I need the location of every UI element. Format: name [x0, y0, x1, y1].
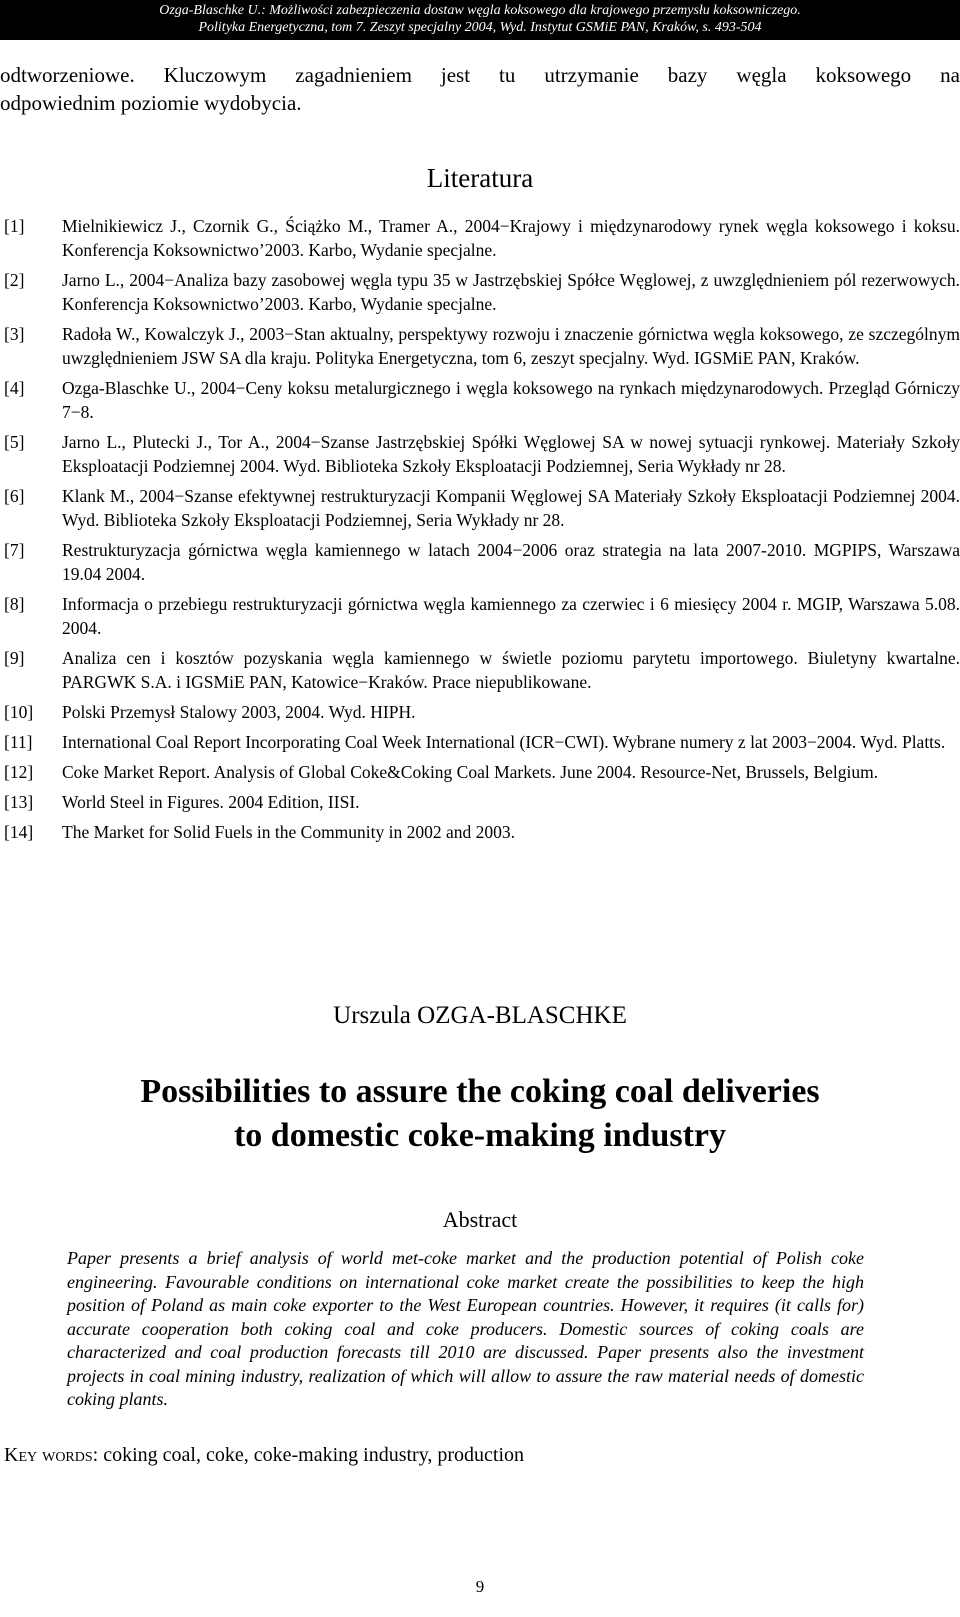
keywords-label: Key words: [4, 1444, 99, 1466]
page-number: 9 [475, 1577, 485, 1596]
reference-text: Coke Market Report. Analysis of Global Coke&Coking Coal Markets. June 2004. Resource-Net, Brussels, Belgium. [62, 762, 879, 782]
paper-title-line-2: to domestic coke-making industry [233, 1117, 727, 1154]
paper-title-line-1: Possibilities to assure the coking coal deliveries [140, 1073, 820, 1110]
reference-item [0, 322, 960, 370]
reference-item [0, 268, 960, 316]
reference-text: International Coal Report Incorporating Coal Week International (ICR−CWI). Wybrane numery z lat 2003−2004. Wyd. Platts. [62, 732, 946, 752]
reference-text: Polski Przemysł Stalowy 2003, 2004. Wyd. HIPH. [62, 702, 416, 722]
reference-item [0, 538, 960, 586]
keywords-value: coking coal, coke, coke-making industry, production [103, 1444, 525, 1466]
reference-text: Radoła W., Kowalczyk J., 2003−Stan aktualny, perspektywy rozwoju i znaczenie górnictwa węgla koksowego, ze szczególnym uwzględnieniem JSW SA dla kraju. Polityka Energetyczna, tom 6, zeszyt specjalny. Wyd. IGSMiE PAN, Kraków. [62, 324, 960, 368]
intro-line-2: odpowiednim poziomie wydobycia. [0, 91, 302, 115]
header-line-2: Polityka Energetyczna, tom 7. Zeszyt specjalny 2004, Wyd. Instytut GSMiE PAN, Kraków, s. 493-504 [198, 20, 762, 35]
reference-item [0, 760, 960, 784]
paper-title [0, 1070, 960, 1158]
reference-number: [6] [4, 486, 25, 506]
reference-text: The Market for Solid Fuels in the Community in 2002 and 2003. [62, 822, 516, 842]
reference-item [0, 376, 960, 424]
reference-text: Analiza cen i kosztów pozyskania węgla kamiennego w świetle poziomu parytetu importowego. Biuletyny kwartalne. PARGWK S.A. i IGSMiE PAN, Katowice−Kraków. Prace niepublikowane. [62, 648, 960, 692]
reference-number: [11] [4, 732, 33, 752]
reference-item [0, 700, 960, 724]
reference-text: Mielnikiewicz J., Czornik G., Ściążko M., Tramer A., 2004−Krajowy i międzynarodowy rynek węgla koksowego i koksu. Konferencja Koksownictwo’2003. Karbo, Wydanie specjalne. [62, 216, 960, 260]
reference-text: Restrukturyzacja górnictwa węgla kamiennego w latach 2004−2006 oraz strategia na lata 2007-2010. MGPIPS, Warszawa 19.04 2004. [62, 540, 960, 584]
reference-number: [12] [4, 762, 34, 782]
author-name: Urszula OZGA-BLASCHKE [333, 1002, 627, 1029]
reference-number: [3] [4, 324, 25, 344]
reference-number: [14] [4, 822, 34, 842]
abstract-text: Paper presents a brief analysis of world met-coke market and the production potential of Polish coke engineering. Favourable conditions on international coke market create the possibilities to keep the high position of Poland as main coke exporter to the West European countries. However, it requires (it calls for) accurate cooperation both coking coal and coke producers. Domestic sources of coking coals are characterized and coal production forecasts till 2010 are discussed. Paper presents also the investment projects in coal mining industry, realization of which will allow to assure the raw material needs of domestic coking plants. [67, 1248, 864, 1409]
reference-item [0, 730, 960, 754]
keywords-line [4, 1444, 944, 1467]
reference-number: [9] [4, 648, 25, 668]
reference-text: World Steel in Figures. 2004 Edition, IISI. [62, 792, 360, 812]
reference-text: Jarno L., Plutecki J., Tor A., 2004−Szanse Jastrzębskiej Spółki Węglowej SA w nowej sytuacji rynkowej. Materiały Szkoły Eksploatacji Podziemnej 2004. Wyd. Biblioteka Szkoły Eksploatacji Podziemnej, Seria Wykłady nr 28. [62, 432, 960, 476]
running-header [0, 0, 960, 40]
reference-number: [7] [4, 540, 25, 560]
reference-text: Jarno L., 2004−Analiza bazy zasobowej węgla typu 35 w Jastrzębskiej Spółce Węglowej, z uwzględnieniem pól rezerwowych. Konferencja Koksownictwo’2003. Karbo, Wydanie specjalne. [62, 270, 960, 314]
intro-line-1: odtworzeniowe. Kluczowym zagadnieniem jest tu utrzymanie bazy węgla koksowego na [0, 63, 960, 87]
reference-item [0, 214, 960, 262]
reference-item [0, 484, 960, 532]
reference-text: Klank M., 2004−Szanse efektywnej restrukturyzacji Kompanii Węglowej SA Materiały Szkoły Eksploatacji Podziemnej 2004. Wyd. Biblioteka Szkoły Eksploatacji Podziemnej, Seria Wykłady nr 28. [62, 486, 960, 530]
reference-number: [10] [4, 702, 34, 722]
literature-heading: Literatura [426, 163, 534, 193]
reference-item [0, 646, 960, 694]
reference-item [0, 430, 960, 478]
reference-number: [4] [4, 378, 25, 398]
reference-text: Informacja o przebiegu restrukturyzacji górnictwa węgla kamiennego za czerwiec i 6 miesięcy 2004 r. MGIP, Warszawa 5.08. 2004. [62, 594, 960, 638]
reference-item [0, 592, 960, 640]
reference-item [0, 790, 960, 814]
reference-number: [1] [4, 216, 25, 236]
reference-text: Ozga-Blaschke U., 2004−Ceny koksu metalurgicznego i węgla koksowego na rynkach międzynarodowych. Przegląd Górniczy 7−8. [62, 378, 960, 422]
reference-number: [5] [4, 432, 25, 452]
reference-number: [2] [4, 270, 25, 290]
header-line-1: Ozga-Blaschke U.: Możliwości zabezpieczenia dostaw węgla koksowego dla krajowego przemysłu koksowniczego. [159, 3, 801, 18]
intro-paragraph [0, 61, 960, 117]
reference-number: [8] [4, 594, 25, 614]
reference-list [0, 214, 960, 850]
abstract-heading: Abstract [442, 1207, 518, 1232]
reference-number: [13] [4, 792, 34, 812]
reference-item [0, 820, 960, 844]
